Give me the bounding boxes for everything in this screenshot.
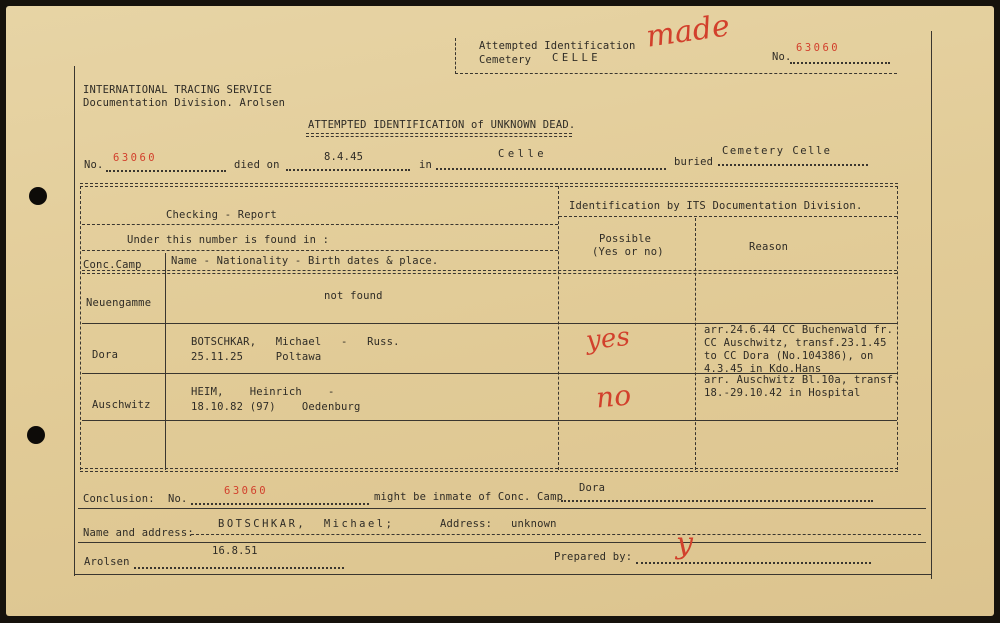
- footer-place: Arolsen: [84, 556, 130, 568]
- row-2-reason-1: arr.24.6.44 CC Buchenwald fr.: [704, 324, 894, 336]
- name-address-rule: [191, 534, 921, 535]
- died-value: 8.4.45: [324, 151, 364, 163]
- conclusion-no-value: 63060: [224, 485, 269, 497]
- row-2-name-line-1: BOTSCHKAR, Michael - Russ.: [191, 336, 400, 348]
- conclusion-label: Conclusion:: [83, 493, 155, 505]
- yes-or-no-header: (Yes or no): [592, 246, 664, 258]
- row-2-reason-2: CC Auschwitz, transf.23.1.45: [704, 337, 887, 349]
- row-3-name-line-2: 18.10.82 (97) Oedenburg: [191, 401, 361, 413]
- died-label: died on: [234, 159, 280, 171]
- header-box-cemetery-value: CELLE: [552, 52, 602, 64]
- conclusion-camp: Dora: [579, 482, 606, 494]
- prepared-by-label: Prepared by:: [554, 551, 633, 563]
- header-box-no-value: 63060: [796, 42, 841, 54]
- card-left-border: [74, 66, 75, 576]
- table-right-rule: [897, 186, 898, 470]
- rule-under-number: [82, 250, 558, 251]
- org-division: Documentation Division. Arolsen: [83, 97, 286, 109]
- camp-column-header: Conc.Camp: [83, 259, 142, 271]
- row-3-reason-1: arr. Auschwitz Bl.10a, transf.: [704, 374, 900, 386]
- rule-under-columns: [82, 270, 897, 274]
- prepared-by-initial: y: [676, 526, 694, 561]
- table-camp-rule: [165, 253, 166, 470]
- row-1-camp: Neuengamme: [86, 297, 152, 309]
- in-value: Celle: [498, 148, 548, 160]
- card-right-border: [931, 31, 932, 579]
- rule-under-checking: [82, 224, 558, 225]
- buried-value: Cemetery Celle: [722, 145, 832, 157]
- index-card: [6, 6, 994, 616]
- row-2-name-line-2: 25.11.25 Poltawa: [191, 351, 322, 363]
- reason-header: Reason: [749, 241, 789, 253]
- table-possible-rule: [695, 218, 696, 470]
- rule-under-row-3: [82, 420, 897, 421]
- header-box-cemetery-label: Cemetery: [479, 54, 532, 66]
- prepared-by-dots: [636, 562, 871, 564]
- row-2-reason-3: to CC Dora (No.104386), on: [704, 350, 874, 362]
- row-3-camp: Auschwitz: [92, 399, 151, 411]
- conclusion-rule: [78, 508, 926, 509]
- punch-hole-bottom: [27, 426, 45, 444]
- conclusion-no-dots: [191, 503, 369, 505]
- page-title: ATTEMPTED IDENTIFICATION of UNKNOWN DEAD.: [308, 119, 576, 131]
- in-label: in: [419, 159, 433, 171]
- table-left-rule: [80, 186, 81, 470]
- row-3-reason-2: 18.-29.10.42 in Hospital: [704, 387, 861, 399]
- name-address-name: BOTSCHKAR, Michael;: [218, 518, 395, 530]
- header-box-bottom-rule: [455, 73, 897, 74]
- table-mid-rule: [558, 186, 559, 470]
- footer-bottom-rule: [74, 574, 932, 575]
- header-box-no-dots: [790, 62, 890, 64]
- name-column-header: Name - Nationality - Birth dates & place.: [171, 255, 439, 267]
- handwritten-made-note: made: [643, 8, 733, 55]
- punch-hole-top: [29, 187, 47, 205]
- address-value: unknown: [511, 518, 557, 530]
- under-number-header: Under this number is found in :: [127, 234, 330, 246]
- footer-date: 16.8.51: [212, 545, 258, 557]
- in-dots: [436, 168, 666, 170]
- table-bottom-rule: [80, 468, 898, 472]
- checking-report-header: Checking - Report: [166, 209, 277, 221]
- row-3-name-line-1: HEIM, Heinrich -: [191, 386, 335, 398]
- conclusion-camp-dots: [561, 500, 873, 502]
- identification-header: Identification by ITS Documentation Division.: [569, 200, 863, 212]
- header-box-title: Attempted Identification: [479, 40, 636, 52]
- row-2-camp: Dora: [92, 349, 119, 361]
- row-3-possible: no: [594, 378, 633, 415]
- header-box-left-rule: [455, 38, 456, 74]
- name-address-label: Name and address:: [83, 527, 194, 539]
- title-underline: [306, 133, 572, 137]
- conclusion-text: might be inmate of Conc. Camp: [374, 491, 564, 503]
- buried-label: buried: [674, 156, 714, 168]
- record-no-dots: [106, 170, 226, 172]
- org-name: INTERNATIONAL TRACING SERVICE: [83, 84, 273, 96]
- buried-dots: [718, 164, 868, 166]
- record-no-label: No.: [84, 159, 104, 171]
- rule-under-identification: [559, 216, 897, 217]
- header-box-no-label: No.: [772, 51, 792, 63]
- footer-date-dots: [134, 567, 344, 569]
- possible-header: Possible: [599, 233, 652, 245]
- conclusion-no-label: No.: [168, 493, 188, 505]
- address-label: Address:: [440, 518, 493, 530]
- table-top-rule: [80, 183, 898, 187]
- name-address-bottom-rule: [78, 542, 926, 543]
- record-no-value: 63060: [113, 152, 158, 164]
- row-2-reason-4: 4.3.45 in Kdo.Hans: [704, 363, 822, 375]
- row-1-name: not found: [324, 290, 383, 302]
- row-2-possible: yes: [584, 321, 632, 357]
- died-dots: [286, 169, 410, 171]
